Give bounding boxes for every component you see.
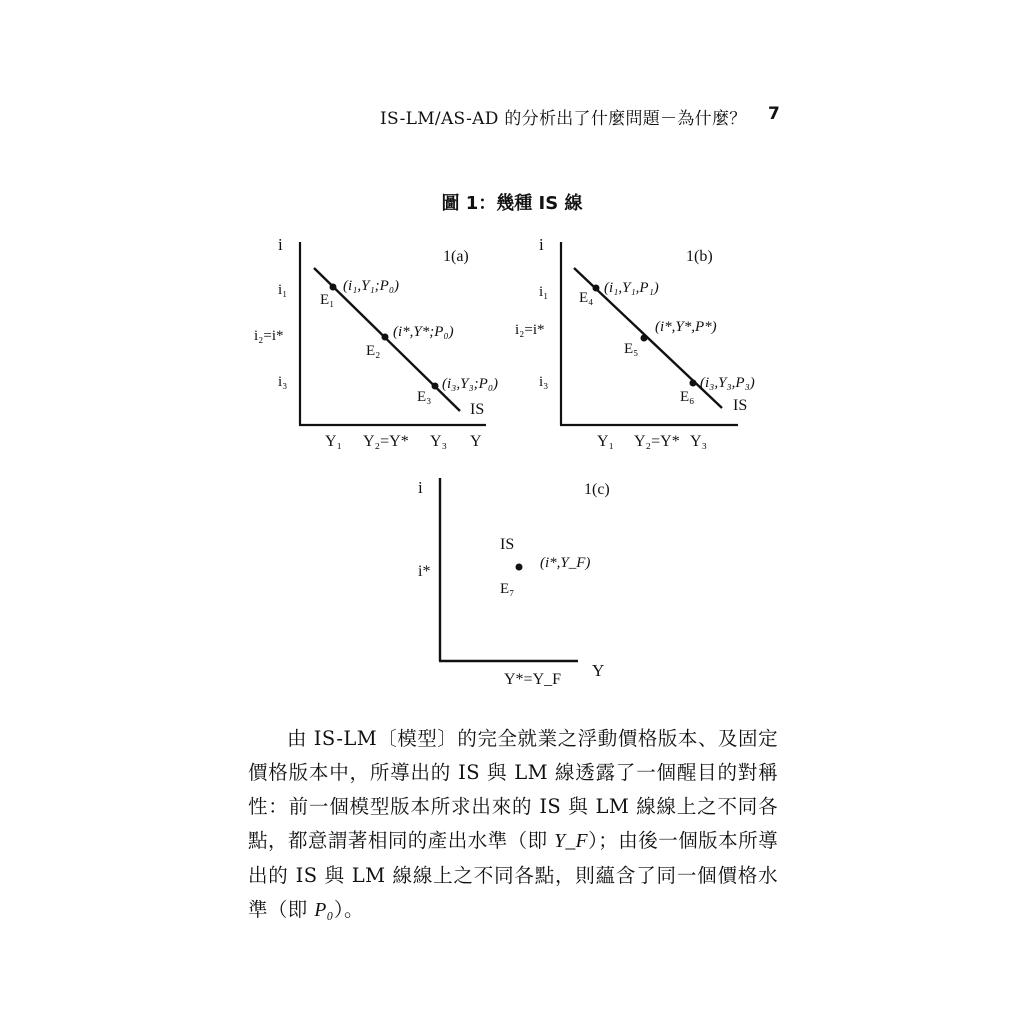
panel-c-x-axis-label: Y xyxy=(592,661,605,680)
panel-c-y-axis-label: i xyxy=(418,478,423,497)
panel-a-x-tick-3: Y₃ xyxy=(430,433,448,450)
panel-b-point-e6-label: (i₃,Y₃,P₃) xyxy=(700,375,755,391)
body-text-part-2: ）；由後一個版本所導出的 IS 與 LM 線線上之不同各點，則蘊含了同一個價格水準（即 xyxy=(248,829,778,921)
body-symbol-p0: P₀ xyxy=(314,900,334,921)
panel-b-point-e4 xyxy=(593,285,600,292)
panel-c-point-e7-label: (i*,Y_F) xyxy=(540,555,591,571)
panel-a-point-e3-name: E₃ xyxy=(417,389,432,405)
body-text-part-1: 由 IS-LM〔模型〕的完全就業之浮動價格版本、及固定價格版本中，所導出的 IS 與 LM 線透露了一個醒目的對稱性：前一個模型版本所求出來的 IS 與 LM 線線上之不同各點，都意謂著相同的產出水準（即 xyxy=(248,727,778,852)
panel-c-x-tick: Y*=Y_F xyxy=(504,671,562,688)
panel-a-y-tick-2: i₂=i* xyxy=(254,328,284,344)
panel-b-x-tick-2: Y₂=Y* xyxy=(634,433,680,450)
body-symbol-yf: Y_F xyxy=(554,831,588,852)
panel-a-point-e2-label: (i*,Y*;P₀) xyxy=(393,324,454,340)
panel-a xyxy=(254,235,498,450)
body-text-part-3: ）。 xyxy=(333,898,364,921)
panel-a-tag: 1(a) xyxy=(443,248,469,265)
panel-a-y-axis-label: i xyxy=(278,235,283,254)
panel-b-x-tick-3: Y₃ xyxy=(690,433,708,450)
running-title: IS-LM/AS-AD 的分析出了什麼問題－為什麼？ xyxy=(380,109,747,129)
panel-a-point-e3-label: (i₃,Y₃;P₀) xyxy=(442,376,499,392)
panel-a-point-e2-name: E₂ xyxy=(366,343,381,359)
panel-b-y-tick-1: i₁ xyxy=(539,284,549,300)
panel-a-y-tick-1: i₁ xyxy=(278,282,288,298)
panel-b-point-e5 xyxy=(641,335,648,342)
panel-a-curve-label: IS xyxy=(470,401,485,418)
panel-c-curve-label: IS xyxy=(500,536,515,553)
panel-b-point-e5-label: (i*,Y*,P*) xyxy=(655,319,717,335)
panel-b-x-tick-1: Y₁ xyxy=(597,433,615,450)
panel-b-y-axis-label: i xyxy=(539,235,544,254)
panel-a-point-e1-label: (i₁,Y₁;P₀) xyxy=(343,278,400,294)
panel-a-x-axis-label: Y xyxy=(470,433,482,450)
panel-b-point-e6-name: E₆ xyxy=(680,389,695,405)
panel-c-y-tick: i* xyxy=(418,563,431,580)
figure-title: 圖 1：幾種 IS 線 xyxy=(441,193,583,214)
panel-b-point-e4-name: E₄ xyxy=(579,290,594,306)
panel-b xyxy=(515,235,755,450)
panel-a-point-e1 xyxy=(330,284,337,291)
panel-a-point-e2 xyxy=(382,334,389,341)
panel-b-y-tick-2: i₂=i* xyxy=(515,322,545,338)
panel-b-point-e5-name: E₅ xyxy=(624,341,639,357)
body-paragraph-text xyxy=(248,722,778,928)
panel-a-x-tick-2: Y₂=Y* xyxy=(363,433,409,450)
panel-c xyxy=(418,478,610,688)
panel-b-curve-label: IS xyxy=(733,397,748,414)
panel-c-point-e7-name: E₇ xyxy=(500,581,515,597)
panel-a-x-tick-1: Y₁ xyxy=(325,433,343,450)
panel-b-point-e6 xyxy=(690,380,697,387)
panel-a-point-e1-name: E₁ xyxy=(320,292,335,308)
panel-b-tag: 1(b) xyxy=(686,248,713,265)
panel-a-y-tick-3: i₃ xyxy=(278,374,288,390)
panel-b-point-e4-label: (i₁,Y₁,P₁) xyxy=(604,280,659,296)
panel-c-point-e7 xyxy=(516,564,523,571)
panel-c-tag: 1(c) xyxy=(584,481,610,498)
page-number: 7 xyxy=(768,104,781,124)
panel-a-point-e3 xyxy=(432,383,439,390)
panel-b-y-tick-3: i₃ xyxy=(539,374,549,390)
body-paragraph xyxy=(248,722,778,928)
